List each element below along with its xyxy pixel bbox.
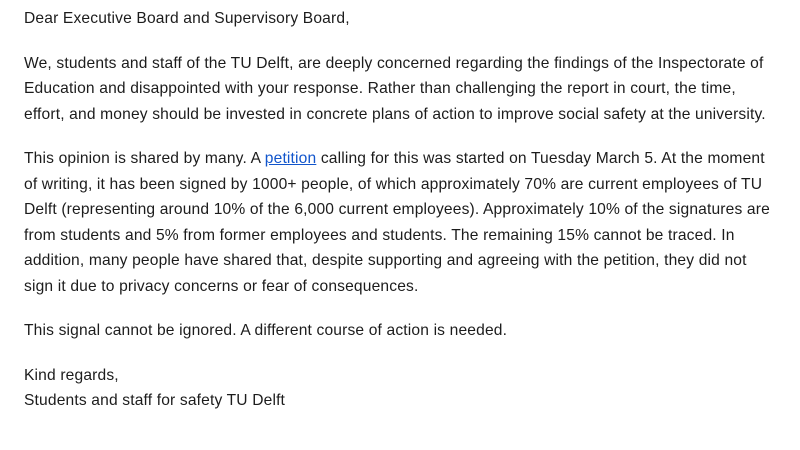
petition-link[interactable]: petition: [264, 150, 317, 167]
closing-line: Kind regards,: [24, 366, 119, 384]
paragraph-signal: This signal cannot be ignored. A different course of action is needed.: [24, 322, 508, 339]
paragraph-petition-after-link: calling for this was started on Tuesday March 5. At the moment of writing, it has been signed by 1000+ people, of which approximately 70% are current employees of TU Delft (representing around 10% of the 6,000 current employees). Approximately 10% of the signatures are from students and 5% from former employees and students. The remaining 15% cannot be traced. In addition, many people have shared that, despite supporting and agreeing with the petition, they did not sign it due to privacy concerns or fear of consequences.: [24, 150, 770, 295]
closing-block: [24, 363, 770, 414]
signature-line: Students and staff for safety TU Delft: [24, 392, 286, 409]
paragraph-petition-before-link: This opinion is shared by many. A: [24, 150, 265, 167]
paragraph-petition: [24, 146, 770, 299]
salutation: Dear Executive Board and Supervisory Board,: [24, 10, 350, 27]
paragraph-concerns: We, students and staff of the TU Delft, are deeply concerned regarding the findings of the Inspectorate of Education and disappointed with your response. Rather than challenging the report in court, the time, effort, and money should be invested in concrete plans of action to improve social safety at the university.: [24, 54, 766, 123]
